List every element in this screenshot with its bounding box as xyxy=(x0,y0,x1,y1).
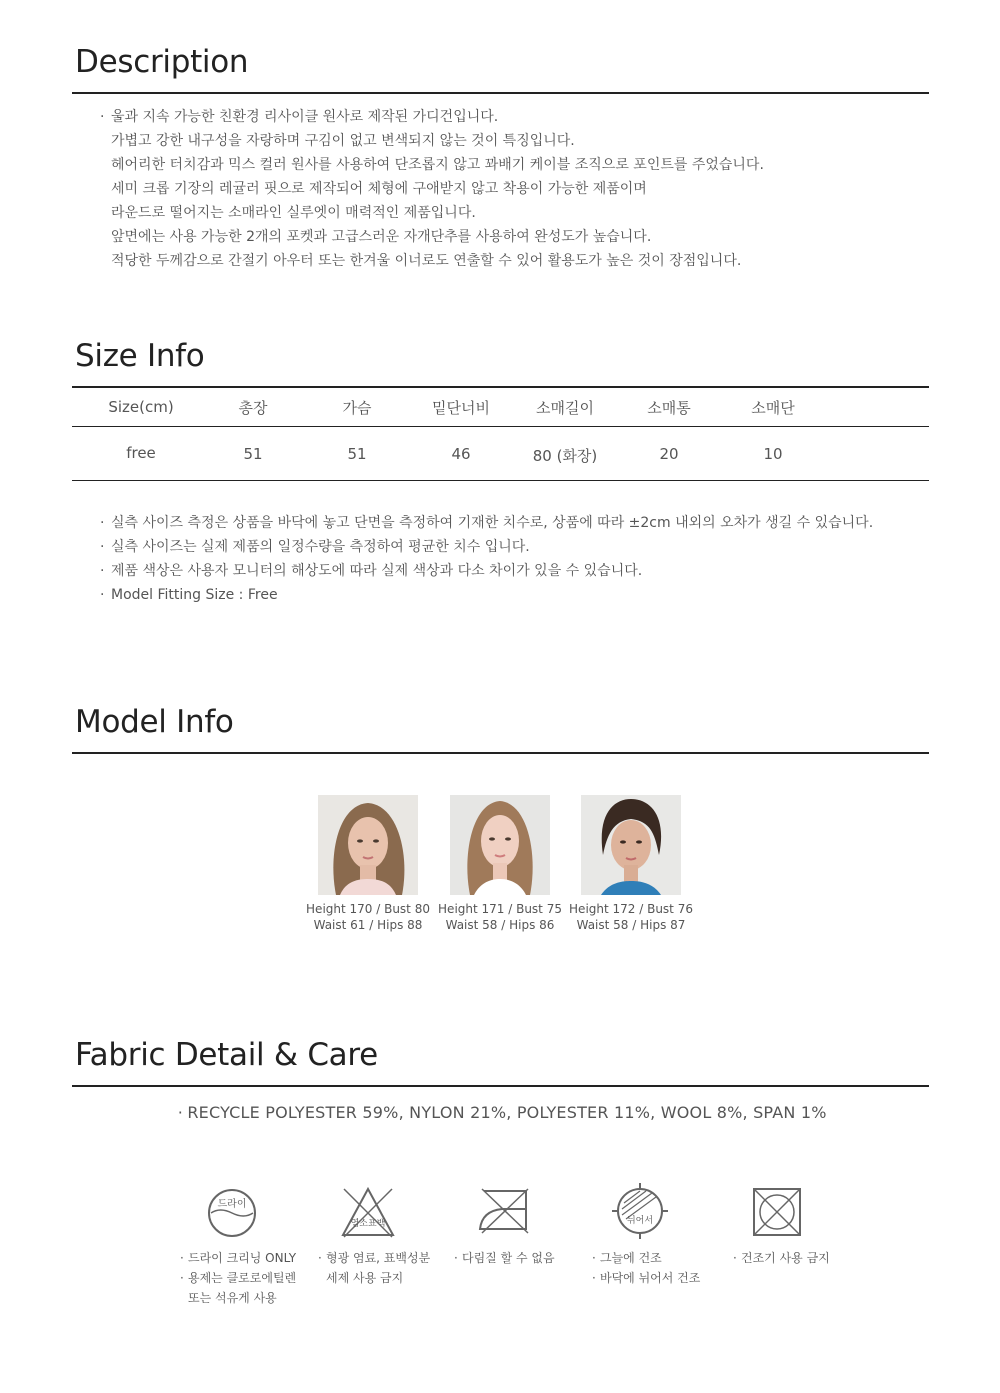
care-line: · 그늘에 건조 xyxy=(592,1251,662,1265)
size-value: free xyxy=(126,444,156,462)
description-divider xyxy=(72,92,929,94)
size-header: 가슴 xyxy=(342,399,372,417)
model-stats-line1: Height 171 / Bust 75 xyxy=(438,902,562,916)
care-line: 세제 사용 금지 xyxy=(326,1271,404,1285)
care-line: · 드라이 크리닝 ONLY xyxy=(180,1251,297,1265)
size-value: 20 xyxy=(659,445,679,463)
svg-text:뉘어서: 뉘어서 xyxy=(626,1216,654,1226)
description-line: 앞면에는 사용 가능한 2개의 포켓과 고급스러운 자개단추를 사용하여 완성도가 높습니다. xyxy=(111,229,652,245)
no-bleach-icon xyxy=(338,1183,398,1243)
description-title: Description xyxy=(75,44,249,80)
size-header: 소매길이 xyxy=(536,399,594,417)
size-value: 80 (화장) xyxy=(532,447,598,465)
care-line: · 형광 염료, 표백성분 xyxy=(318,1251,431,1265)
care-instruction xyxy=(733,1248,873,1268)
model-photo xyxy=(450,795,550,895)
description-text xyxy=(100,105,940,273)
size-info-title: Size Info xyxy=(75,338,205,374)
size-header: 소매통 xyxy=(647,399,691,417)
model-stats-line2: Waist 58 / Hips 86 xyxy=(445,918,555,932)
no-iron-icon xyxy=(474,1183,534,1243)
size-table-bottom-rule xyxy=(72,480,929,481)
svg-text:염소표백: 염소표백 xyxy=(350,1219,386,1229)
fabric-composition: · RECYCLE POLYESTER 59%, NYLON 21%, POLYESTER 11%, WOOL 8%, SPAN 1% xyxy=(177,1103,827,1122)
model-card xyxy=(566,795,696,933)
size-value: 51 xyxy=(243,445,263,463)
size-table-header-rule xyxy=(72,426,929,427)
size-note: · 실측 사이즈 측정은 상품을 바닥에 놓고 단면을 측정하여 기재한 치수로, 상품에 따라 ±2cm 내외의 오차가 생길 수 있습니다. xyxy=(100,515,874,531)
description-line: 라운드로 떨어지는 소매라인 실루엣이 매력적인 제품입니다. xyxy=(111,205,476,221)
dry-flat-shade-icon xyxy=(610,1181,670,1241)
dry-clean-icon xyxy=(202,1183,262,1243)
size-note: · 실측 사이즈는 실제 제품의 일정수량을 측정하여 평균한 치수 입니다. xyxy=(100,539,530,555)
care-line: · 용제는 클로로에틸렌 xyxy=(180,1271,297,1285)
care-line: · 건조기 사용 금지 xyxy=(733,1251,830,1265)
fabric-care-title: Fabric Detail & Care xyxy=(75,1037,378,1073)
care-instruction xyxy=(180,1248,320,1308)
size-value: 46 xyxy=(451,445,471,463)
svg-text:드라이: 드라이 xyxy=(217,1199,247,1210)
care-line: · 바닥에 뉘어서 건조 xyxy=(592,1271,701,1285)
size-header: 소매단 xyxy=(751,399,795,417)
size-value: 51 xyxy=(347,445,367,463)
model-info-title: Model Info xyxy=(75,704,234,740)
size-header: 밑단너비 xyxy=(432,399,490,417)
description-line: 적당한 두께감으로 간절기 아우터 또는 한겨울 이너로도 연출할 수 있어 활용도가 높은 것이 장점입니다. xyxy=(111,253,742,269)
model-stats-line2: Waist 61 / Hips 88 xyxy=(313,918,423,932)
size-notes xyxy=(100,511,940,607)
size-note: · Model Fitting Size : Free xyxy=(100,587,278,603)
care-instruction xyxy=(454,1248,594,1268)
description-line: 세미 크롭 기장의 레귤러 핏으로 제작되어 체형에 구애받지 않고 착용이 가능한 제품이며 xyxy=(111,181,647,197)
care-instruction xyxy=(318,1248,458,1288)
size-value: 10 xyxy=(763,445,783,463)
model-card xyxy=(303,795,433,933)
size-header: Size(cm) xyxy=(108,398,174,416)
no-tumble-dry-icon xyxy=(746,1183,806,1243)
description-line: 헤어리한 터치감과 믹스 컬러 원사를 사용하여 단조롭지 않고 꽈배기 케이블 조직으로 포인트를 주었습니다. xyxy=(111,157,764,173)
model-info-divider xyxy=(72,752,929,754)
size-note: · 제품 색상은 사용자 모니터의 해상도에 따라 실제 색상과 다소 차이가 있을 수 있습니다. xyxy=(100,563,643,579)
size-header: 총장 xyxy=(238,399,268,417)
model-stats-line1: Height 170 / Bust 80 xyxy=(306,902,430,916)
description-line: · 울과 지속 가능한 친환경 리사이클 원사로 제작된 가디건입니다. xyxy=(100,109,499,125)
fabric-care-divider xyxy=(72,1085,929,1087)
care-line: 또는 석유게 사용 xyxy=(188,1291,277,1305)
description-line: 가볍고 강한 내구성을 자랑하며 구김이 없고 변색되지 않는 것이 특징입니다. xyxy=(111,133,575,149)
model-photo xyxy=(581,795,681,895)
model-stats-line2: Waist 58 / Hips 87 xyxy=(576,918,686,932)
size-table-top-rule xyxy=(72,386,929,388)
model-photo xyxy=(318,795,418,895)
care-line: · 다림질 할 수 없음 xyxy=(454,1251,555,1265)
model-stats-line1: Height 172 / Bust 76 xyxy=(569,902,693,916)
model-card xyxy=(435,795,565,933)
care-instruction xyxy=(592,1248,732,1288)
